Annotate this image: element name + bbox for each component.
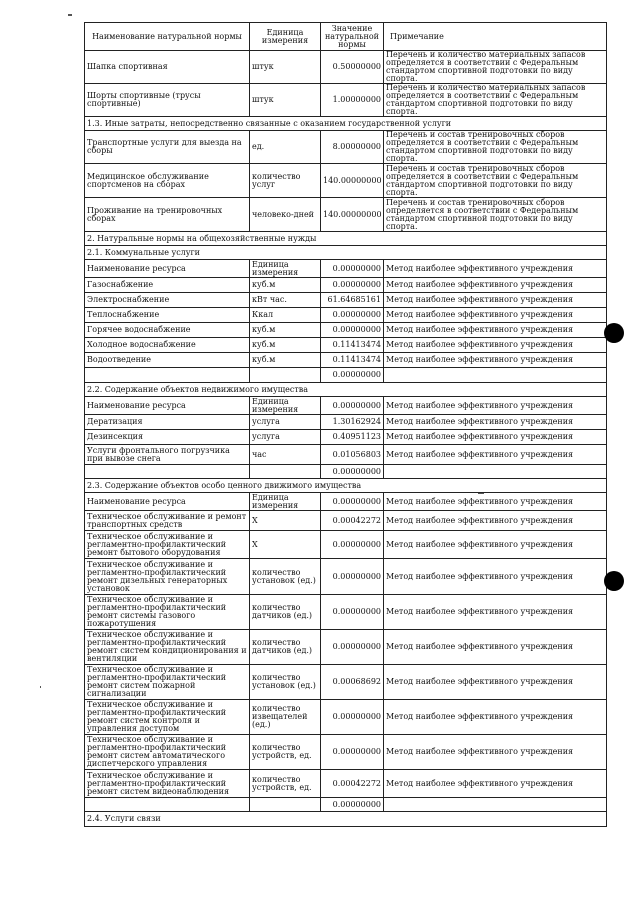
row-name: Наименование ресурса xyxy=(85,397,250,415)
section-heading: 2.3. Содержание объектов особо ценного движимого имущества xyxy=(85,479,607,493)
row-name: Холодное водоснабжение xyxy=(85,338,250,353)
row-name xyxy=(85,368,250,383)
row-name: Техническое обслуживание и регламентно-профилактический ремонт систем пожарной сигнализации xyxy=(85,665,250,700)
row-note: Метод наиболее эффективного учреждения xyxy=(384,770,607,798)
header-unit: Единица измерения xyxy=(250,23,321,51)
row-unit: Единица измерения xyxy=(250,397,321,415)
row-unit: штук xyxy=(250,51,321,84)
row-value: 0.00000000 xyxy=(321,368,384,383)
table-row xyxy=(85,445,607,465)
row-unit: Единица измерения xyxy=(250,260,321,278)
section-heading: 1.3. Иные затраты, непосредственно связанные с оказанием государственной услуги xyxy=(85,117,607,131)
table-header-row xyxy=(85,23,607,51)
row-value: 0.00000000 xyxy=(321,559,384,595)
row-name: Водоотведение xyxy=(85,353,250,368)
scan-speck xyxy=(478,493,484,494)
row-note: Метод наиболее эффективного учреждения xyxy=(384,700,607,735)
table-row xyxy=(85,84,607,117)
row-note: Метод наиболее эффективного учреждения xyxy=(384,630,607,665)
row-note xyxy=(384,465,607,479)
table-row xyxy=(85,735,607,770)
section-heading: 2.1. Коммунальные услуги xyxy=(85,246,607,260)
row-name: Проживание на тренировочных сборах xyxy=(85,198,250,232)
table-row xyxy=(85,397,607,415)
section-heading-row xyxy=(85,246,607,260)
section-heading: 2.2. Содержание объектов недвижимого имущества xyxy=(85,383,607,397)
section-heading-row xyxy=(85,117,607,131)
row-name: Техническое обслуживание и регламентно-профилактический ремонт дизельных генераторных установок xyxy=(85,559,250,595)
table-row xyxy=(85,798,607,812)
table-row xyxy=(85,353,607,368)
row-value: 0.11413474 xyxy=(321,338,384,353)
row-note: Метод наиболее эффективного учреждения xyxy=(384,430,607,445)
row-value: 0.00042272 xyxy=(321,511,384,531)
row-note: Метод наиболее эффективного учреждения xyxy=(384,397,607,415)
section-heading-row xyxy=(85,479,607,493)
row-value: 1.30162924 xyxy=(321,415,384,430)
table-row xyxy=(85,293,607,308)
table-row xyxy=(85,338,607,353)
row-unit: количество установок (ед.) xyxy=(250,559,321,595)
header-note: Примечание xyxy=(384,23,607,51)
row-note: Метод наиболее эффективного учреждения xyxy=(384,278,607,293)
row-note: Перечень и количество материальных запасов определяется в соответствии с Федеральным стандартом спортивной подготовки по виду спорта. xyxy=(384,84,607,117)
row-value: 0.00000000 xyxy=(321,308,384,323)
row-note: Метод наиболее эффективного учреждения xyxy=(384,665,607,700)
row-value: 0.00000000 xyxy=(321,595,384,630)
row-name: Теплоснабжение xyxy=(85,308,250,323)
table-row xyxy=(85,630,607,665)
table-row xyxy=(85,131,607,164)
row-name: Техническое обслуживание и регламентно-профилактический ремонт систем видеонаблюдения xyxy=(85,770,250,798)
section-heading: 2. Натуральные нормы на общехозяйственные нужды xyxy=(85,232,607,246)
row-unit: Ккал xyxy=(250,308,321,323)
row-value: 0.00000000 xyxy=(321,735,384,770)
scan-hole-mark xyxy=(604,571,624,591)
header-name: Наименование натуральной нормы xyxy=(85,23,250,51)
row-note: Метод наиболее эффективного учреждения xyxy=(384,493,607,511)
section-heading-row xyxy=(85,812,607,827)
row-name: Техническое обслуживание и регламентно-профилактический ремонт систем автоматического диспетчерского управления xyxy=(85,735,250,770)
row-note: Метод наиболее эффективного учреждения xyxy=(384,415,607,430)
row-unit: X xyxy=(250,511,321,531)
scan-speck xyxy=(40,686,41,688)
row-value: 61.64685161 xyxy=(321,293,384,308)
row-value: 0.00000000 xyxy=(321,630,384,665)
table-row xyxy=(85,198,607,232)
row-value: 0.01056803 xyxy=(321,445,384,465)
row-value: 0.00000000 xyxy=(321,465,384,479)
row-note xyxy=(384,798,607,812)
table-row xyxy=(85,559,607,595)
row-note: Метод наиболее эффективного учреждения xyxy=(384,338,607,353)
table-row xyxy=(85,308,607,323)
row-unit: куб.м xyxy=(250,278,321,293)
row-note: Метод наиболее эффективного учреждения xyxy=(384,260,607,278)
row-value: 0.00000000 xyxy=(321,493,384,511)
row-name: Электроснабжение xyxy=(85,293,250,308)
row-unit: количество датчиков (ед.) xyxy=(250,630,321,665)
row-note: Перечень и состав тренировочных сборов определяется в соответствии с Федеральным стандартом спортивной подготовки по виду спорта. xyxy=(384,164,607,198)
row-name: Техническое обслуживание и регламентно-профилактический ремонт бытового оборудования xyxy=(85,531,250,559)
row-unit: штук xyxy=(250,84,321,117)
row-note: Метод наиболее эффективного учреждения xyxy=(384,531,607,559)
row-name: Шорты спортивные (трусы спортивные) xyxy=(85,84,250,117)
row-unit: количество установок (ед.) xyxy=(250,665,321,700)
table-body xyxy=(85,23,607,827)
table-row xyxy=(85,323,607,338)
row-name: Техническое обслуживание и регламентно-профилактический ремонт систем контроля и управления доступом xyxy=(85,700,250,735)
row-unit: количество устройств, ед. xyxy=(250,770,321,798)
row-value: 0.00000000 xyxy=(321,260,384,278)
row-unit: человеко-дней xyxy=(250,198,321,232)
row-unit: Единица измерения xyxy=(250,493,321,511)
row-unit: услуга xyxy=(250,415,321,430)
row-name: Транспортные услуги для выезда на сборы xyxy=(85,131,250,164)
row-unit: X xyxy=(250,531,321,559)
row-value: 0.00000000 xyxy=(321,700,384,735)
row-note: Метод наиболее эффективного учреждения xyxy=(384,559,607,595)
row-name: Горячее водоснабжение xyxy=(85,323,250,338)
section-heading: 2.4. Услуги связи xyxy=(85,812,607,827)
scan-speck xyxy=(68,14,72,16)
table-row xyxy=(85,511,607,531)
row-unit: количество услуг xyxy=(250,164,321,198)
row-name xyxy=(85,798,250,812)
row-unit xyxy=(250,798,321,812)
row-note: Метод наиболее эффективного учреждения xyxy=(384,735,607,770)
row-value: 140.00000000 xyxy=(321,198,384,232)
row-note: Перечень и состав тренировочных сборов определяется в соответствии с Федеральным стандартом спортивной подготовки по виду спорта. xyxy=(384,198,607,232)
row-name: Техническое обслуживание и ремонт транспортных средств xyxy=(85,511,250,531)
row-value: 0.50000000 xyxy=(321,51,384,84)
row-note: Метод наиболее эффективного учреждения xyxy=(384,353,607,368)
table-row xyxy=(85,465,607,479)
row-value: 0.00000000 xyxy=(321,323,384,338)
row-unit xyxy=(250,368,321,383)
table-row xyxy=(85,430,607,445)
row-unit: куб.м xyxy=(250,338,321,353)
row-note: Метод наиболее эффективного учреждения xyxy=(384,293,607,308)
row-value: 0.00000000 xyxy=(321,531,384,559)
row-value: 0.00042272 xyxy=(321,770,384,798)
row-value: 140.00000000 xyxy=(321,164,384,198)
row-name: Газоснабжение xyxy=(85,278,250,293)
table-row xyxy=(85,493,607,511)
table-row xyxy=(85,665,607,700)
row-note: Метод наиболее эффективного учреждения xyxy=(384,308,607,323)
table-row xyxy=(85,260,607,278)
row-name: Медицинское обслуживание спортсменов на сборах xyxy=(85,164,250,198)
row-note xyxy=(384,368,607,383)
row-unit: кВт час. xyxy=(250,293,321,308)
table-row xyxy=(85,700,607,735)
section-heading-row xyxy=(85,383,607,397)
scan-hole-mark xyxy=(604,323,624,343)
row-name xyxy=(85,465,250,479)
natural-norms-table xyxy=(84,22,607,827)
row-note: Перечень и состав тренировочных сборов определяется в соответствии с Федеральным стандартом спортивной подготовки по виду спорта. xyxy=(384,131,607,164)
row-value: 0.00000000 xyxy=(321,397,384,415)
table-row xyxy=(85,595,607,630)
row-note: Перечень и количество материальных запасов определяется в соответствии с Федеральным стандартом спортивной подготовки по виду спорта. xyxy=(384,51,607,84)
row-name: Наименование ресурса xyxy=(85,493,250,511)
row-value: 0.00000000 xyxy=(321,278,384,293)
table-row xyxy=(85,368,607,383)
row-value: 0.40951123 xyxy=(321,430,384,445)
row-name: Дератизация xyxy=(85,415,250,430)
row-value: 0.11413474 xyxy=(321,353,384,368)
row-name: Дезинсекция xyxy=(85,430,250,445)
row-unit: количество датчиков (ед.) xyxy=(250,595,321,630)
row-value: 0.00068692 xyxy=(321,665,384,700)
row-unit: куб.м xyxy=(250,323,321,338)
row-value: 0.00000000 xyxy=(321,798,384,812)
header-value: Значение натуральной нормы xyxy=(321,23,384,51)
row-unit: куб.м xyxy=(250,353,321,368)
row-unit: ед. xyxy=(250,131,321,164)
row-unit: количество извещателей (ед.) xyxy=(250,700,321,735)
table-row xyxy=(85,278,607,293)
row-value: 1.00000000 xyxy=(321,84,384,117)
table-row xyxy=(85,770,607,798)
row-unit: услуга xyxy=(250,430,321,445)
row-unit: количество устройств, ед. xyxy=(250,735,321,770)
row-name: Наименование ресурса xyxy=(85,260,250,278)
row-name: Техническое обслуживание и регламентно-профилактический ремонт системы газового пожаротушения xyxy=(85,595,250,630)
row-note: Метод наиболее эффективного учреждения xyxy=(384,595,607,630)
row-name: Шапка спортивная xyxy=(85,51,250,84)
table-row xyxy=(85,531,607,559)
row-note: Метод наиболее эффективного учреждения xyxy=(384,445,607,465)
section-heading-row xyxy=(85,232,607,246)
table-row xyxy=(85,51,607,84)
row-value: 8.00000000 xyxy=(321,131,384,164)
table-row xyxy=(85,415,607,430)
row-name: Техническое обслуживание и регламентно-профилактический ремонт систем кондиционирования и вентиляции xyxy=(85,630,250,665)
row-unit: час xyxy=(250,445,321,465)
row-name: Услуги фронтального погрузчика при вывозе снега xyxy=(85,445,250,465)
row-note: Метод наиболее эффективного учреждения xyxy=(384,511,607,531)
table-row xyxy=(85,164,607,198)
row-note: Метод наиболее эффективного учреждения xyxy=(384,323,607,338)
row-unit xyxy=(250,465,321,479)
